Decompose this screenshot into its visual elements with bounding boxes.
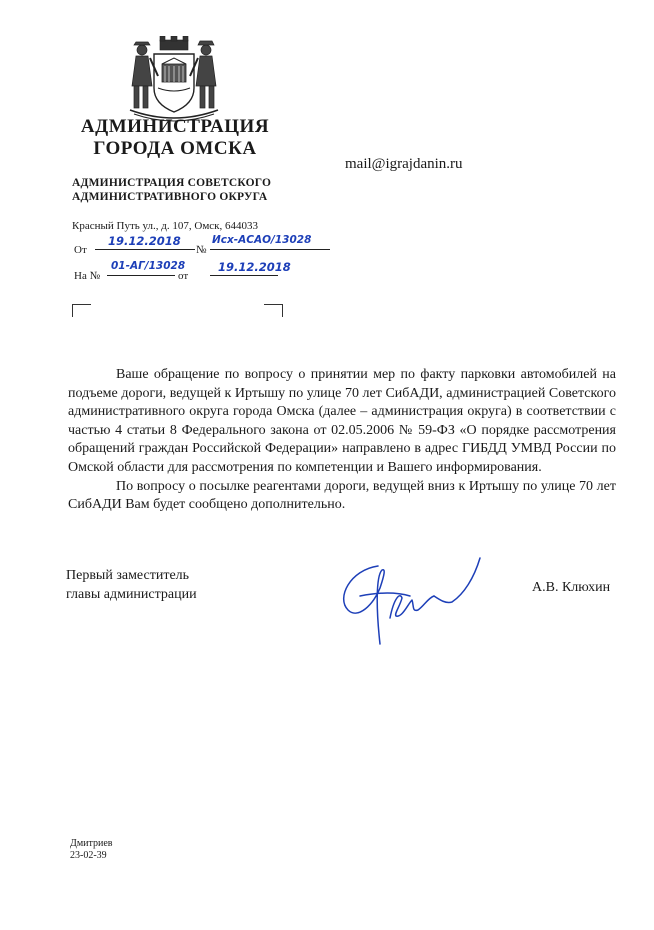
reply-date-handwritten: 19.12.2018 xyxy=(218,260,291,274)
sub-organization xyxy=(72,176,271,204)
executor-info xyxy=(70,838,113,862)
corner-mark-left xyxy=(72,304,91,317)
signatory-name: А.В. Клюхин xyxy=(532,580,611,595)
organization-title-line1: АДМИНИСТРАЦИЯ xyxy=(80,116,270,137)
reply-label: На № xyxy=(74,270,101,282)
from-number-handwritten: Исх-АСАО/13028 xyxy=(212,234,312,246)
number-label: № xyxy=(196,244,207,256)
sub-organization-line2: АДМИНИСТРАТИВНОГО ОКРУГА xyxy=(72,191,268,203)
sub-organization-line1: АДМИНИСТРАЦИЯ СОВЕТСКОГО xyxy=(72,177,272,189)
recipient-email: mail@igrajdanin.ru xyxy=(345,156,463,172)
executor-phone: 23-02-39 xyxy=(70,850,107,861)
organization-address: Красный Путь ул., д. 107, Омск, 644033 xyxy=(72,220,259,232)
from-label: От xyxy=(74,244,87,256)
signatory-position-line1: Первый заместитель xyxy=(66,568,190,583)
body-paragraph-1: Ваше обращение по вопросу о принятии мер по факту парковки автомобилей на подъеме дороги, ведущей к Иртышу по улице 70 лет СибАДИ, администрацией Советского административного округа города Омска (далее – администрация округа) в соответствии с частью 4 статьи 8 Федерального закона от 02.05.2006 № 59-ФЗ «О порядке рассмотрения обращений граждан Российской Федерации» направлено в адрес ГИБДД УМВД России по Омской области для рассмотрения по компетенции и Вашего информирования. xyxy=(68,367,616,475)
reply-number-handwritten: 01-АГ/13028 xyxy=(111,260,186,272)
body-paragraph-2: По вопросу о посылке реагентами дороги, ведущей вниз к Иртышу по улице 70 лет СибАДИ Вам будет сообщено дополнительно. xyxy=(68,478,616,513)
corner-mark-right xyxy=(264,304,283,317)
reply-date-label: от xyxy=(178,270,189,282)
handwritten-signature xyxy=(330,548,490,648)
organization-title xyxy=(72,116,278,160)
signatory-position-line2: главы администрации xyxy=(66,587,197,602)
from-date-handwritten: 19.12.2018 xyxy=(108,234,181,248)
executor-name: Дмитриев xyxy=(70,838,113,849)
letter-body xyxy=(68,366,616,515)
organization-title-line2: ГОРОДА ОМСКА xyxy=(93,138,257,159)
signatory-position xyxy=(66,566,197,604)
coat-of-arms-emblem xyxy=(124,36,224,122)
